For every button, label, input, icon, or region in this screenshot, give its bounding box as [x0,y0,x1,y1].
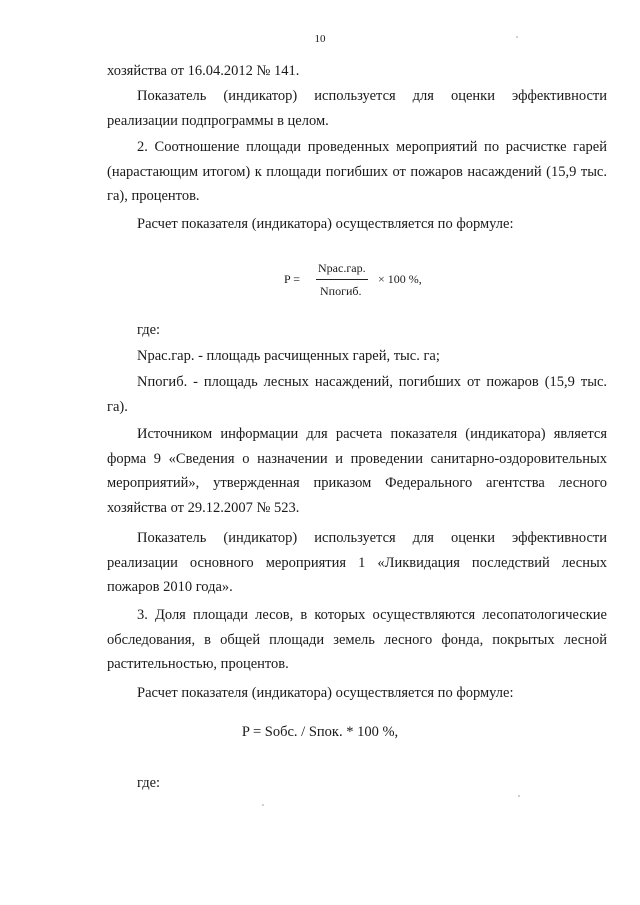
formula-1-numerator: Nрас.гар. [318,261,366,275]
paragraph-where-1: где: [137,322,161,338]
paragraph-1: хозяйства от 16.04.2012 № 141. [107,63,300,79]
fraction-bar [316,279,368,280]
scan-speck [518,795,520,797]
formula-1-multiplier: × 100 %, [378,272,422,286]
formula-2: P = Sобс. / Sпок. * 100 %, [241,724,399,740]
page-number: 10 [314,33,326,45]
paragraph-usage: Показатель (индикатор) используется для оценки эффективности реализации основного мероприятия 1 «Ликвидация последствий лесных пожаров 2010 года». [107,530,607,595]
scan-speck [516,36,518,38]
definition-1: Nрас.гар. - площадь расчищенных гарей, тыс. га; [137,348,440,364]
definition-2: Nпогиб. - площадь лесных насаждений, погибших от пожаров (15,9 тыс. га). [107,374,607,415]
paragraph-2: Показатель (индикатор) используется для оценки эффективности реализации подпрограммы в целом. [107,88,607,129]
scan-speck [262,804,264,806]
formula-1-denominator: Nпогиб. [320,284,362,298]
paragraph-source: Источником информации для расчета показателя (индикатора) является форма 9 «Сведения о назначении и проведении санитарно-оздоровительных мероприятий», утвержденная приказом Федерального агентства лесного хозяйства от 29.12.2007 № 523. [107,426,607,516]
formula-1 [270,260,470,300]
paragraph-formula-intro: Расчет показателя (индикатора) осуществляется по формуле: [137,685,514,701]
formula-1-lhs: P = [284,272,300,286]
paragraph-3: 2. Соотношение площади проведенных мероприятий по расчистке гарей (нарастающим итогом) к площади погибших от пожаров насаждений (15,9 тыс. га), процентов. [107,139,607,204]
paragraph-3-indicator: 3. Доля площади лесов, в которых осуществляются лесопатологические обследования, в общей площади земель лесного фонда, покрытых лесной растительностью, процентов. [107,607,607,672]
paragraph-where-2: где: [137,775,161,791]
paragraph-4: Расчет показателя (индикатора) осуществляется по формуле: [137,216,514,232]
